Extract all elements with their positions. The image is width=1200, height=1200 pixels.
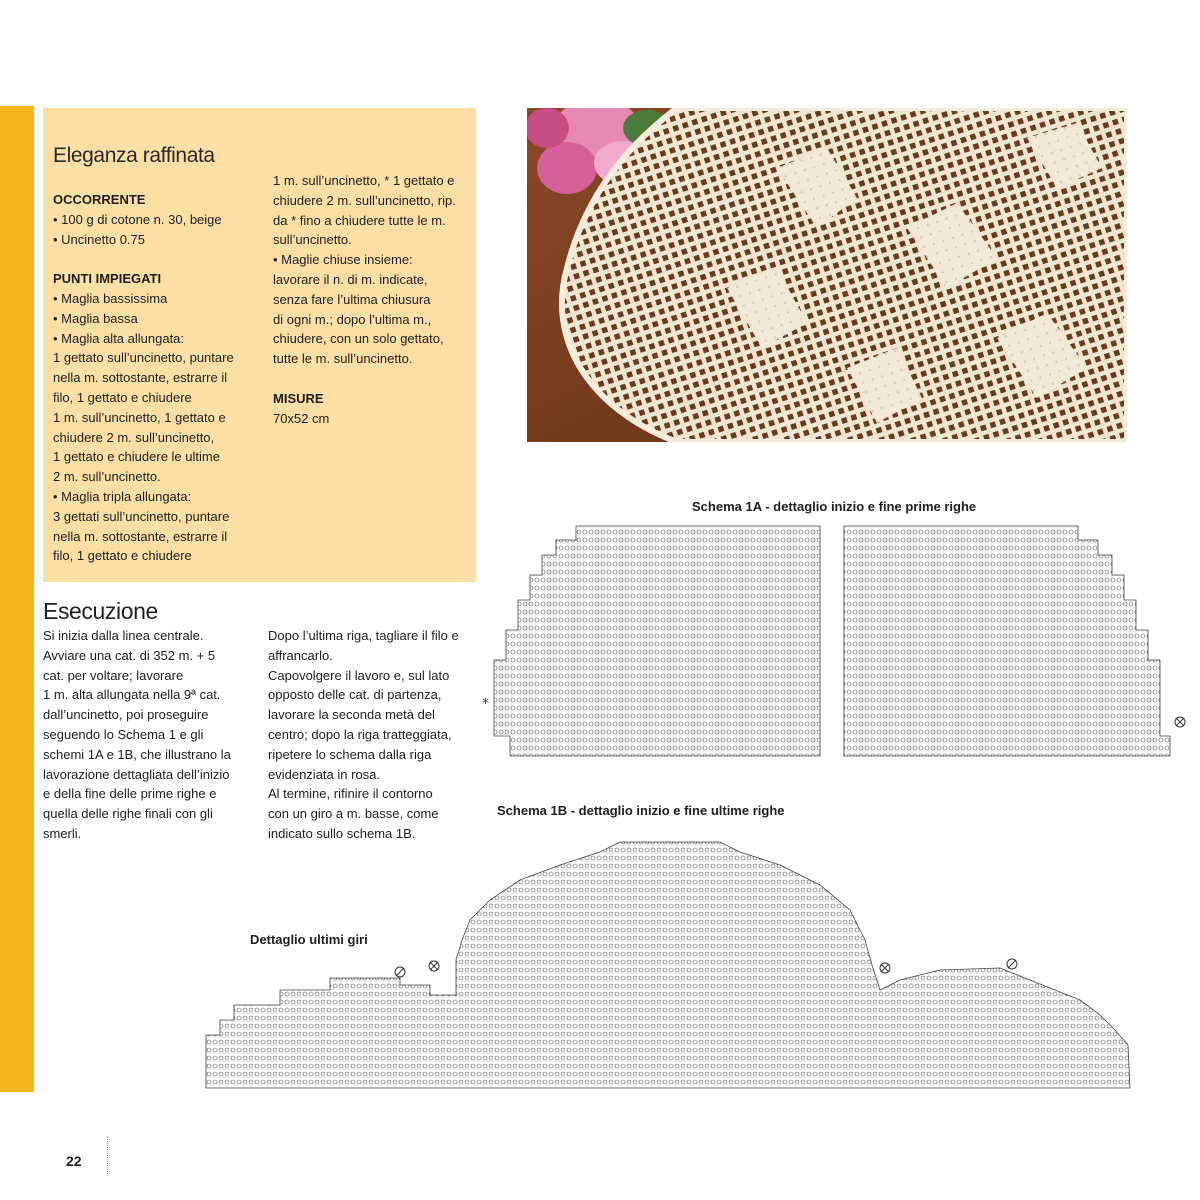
execution-line: indicato sullo schema 1B. [268,825,416,841]
execution-column-1 [43,626,258,844]
occorrente-item: • Uncinetto 0.75 [53,231,145,247]
punti-line: • Maglie chiuse insieme: [273,252,413,268]
punti-line: di ogni m.; dopo l’ultima m., [273,311,432,327]
punti-line: 2 m. sull’uncinetto. [53,469,161,485]
execution-line: lavorare la seconda metà del [268,707,435,723]
punti-line: 1 gettato e chiudere le ultime [53,449,220,465]
punti-list-2 [273,171,478,369]
execution-column-2 [268,626,483,844]
execution-title: Esecuzione [43,598,158,624]
pattern-title: Eleganza raffinata [53,144,215,167]
occorrente-item: • 100 g di cotone n. 30, beige [53,211,222,227]
execution-line: ripetere lo schema dalla riga [268,746,432,762]
punti-line: 3 gettati sull’uncinetto, puntare [53,508,230,524]
punti-line: sull’uncinetto. [273,232,352,248]
execution-line: smerli. [43,825,82,841]
start-star-mark: * [482,696,489,712]
execution-line: quella delle righe finali con gli [43,806,213,822]
schema-1b-chart [200,830,1150,1097]
punti-line: nella m. sottostante, estrarre il [53,528,228,544]
schema-1b-caption: Schema 1B - dettaglio inizio e fine ultime righe [497,803,785,818]
punti-line: • Maglia alta allungata: [53,330,185,346]
schema-1a-caption: Schema 1A - dettaglio inizio e fine prime righe [692,499,977,514]
execution-line: e della fine delle prime righe e [43,786,217,802]
punti-line: senza fare l’ultima chiusura [273,291,431,307]
schema-1a-chart [480,520,1200,765]
misure-heading: MISURE [273,390,324,406]
execution-line: dall’uncinetto, poi proseguire [43,707,209,723]
punti-line: tutte le m. sull’uncinetto. [273,351,413,367]
punti-line: • Maglia bassissima [53,290,168,306]
materials-column-1 [53,190,263,566]
execution-line: evidenziata in rosa. [268,766,381,782]
punti-line: filo, 1 gettato e chiudere [53,548,192,564]
execution-line: 1 m. alta allungata nella 9ª cat. [43,687,221,703]
punti-line: filo, 1 gettato e chiudere [53,389,192,405]
execution-line: Avviare una cat. di 352 m. + 5 [43,647,216,663]
punti-line: 1 gettato sull’uncinetto, puntare [53,350,234,366]
execution-line: Al termine, rifinire il contorno [268,786,433,802]
occorrente-heading: OCCORRENTE [53,192,146,207]
punti-heading: PUNTI IMPIEGATI [53,271,162,287]
punti-list-1 [53,289,263,566]
execution-line: Si inizia dalla linea centrale. [43,628,204,643]
dettaglio-caption: Dettaglio ultimi giri [250,932,368,947]
punti-line: nella m. sottostante, estrarre il [53,370,228,386]
materials-column-2 [273,171,478,428]
punti-line: da * fino a chiudere tutte le m. [273,212,446,228]
page-rule [107,1136,108,1176]
punti-line: 1 m. sull’uncinetto, 1 gettato e [53,409,226,425]
punti-line: • Maglia bassa [53,310,138,326]
execution-line: centro; dopo la riga tratteggiata, [268,726,452,742]
execution-line: Capovolgere il lavoro e, sul lato [268,667,450,683]
execution-line: affrancarlo. [268,647,333,663]
execution-line: seguendo lo Schema 1 e gli [43,726,204,742]
punti-line: • Maglia tripla allungata: [53,488,192,504]
execution-line: con un giro a m. basse, come [268,806,439,822]
doily-photo [527,108,1127,442]
misure-value: 70x52 cm [273,410,330,426]
execution-line: opposto delle cat. di partenza, [268,687,442,703]
execution-line: lavorazione dettagliata dell’inizio [43,766,230,782]
punti-line: 1 m. sull’uncinetto, * 1 gettato e [273,173,455,188]
punti-line: chiudere 2 m. sull’uncinetto, rip. [273,192,456,208]
page-number: 22 [66,1153,82,1169]
execution-line: Dopo l’ultima riga, tagliare il filo e [268,628,459,643]
yellow-side-bar [0,106,34,1092]
execution-line: cat. per voltare; lavorare [43,667,184,683]
punti-line: lavorare il n. di m. indicate, [273,271,428,287]
execution-line: schemi 1A e 1B, che illustrano la [43,746,231,762]
punti-line: chiudere, con un solo gettato, [273,331,444,347]
punti-line: chiudere 2 m. sull’uncinetto, [53,429,215,445]
